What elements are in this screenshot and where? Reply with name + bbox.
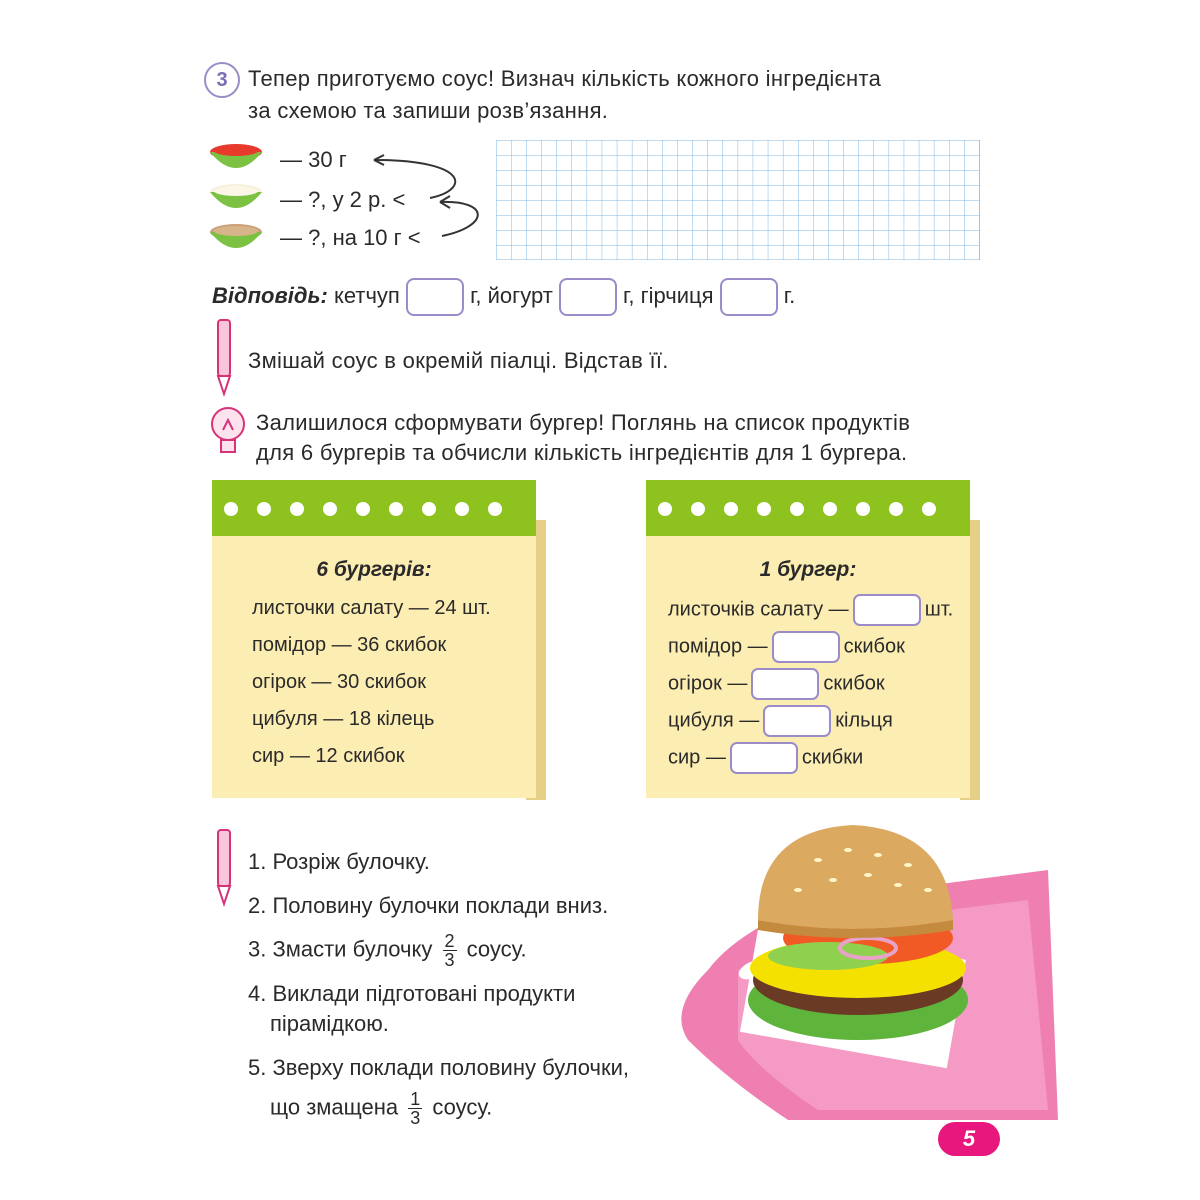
onion-answer-box[interactable] xyxy=(763,705,831,737)
step-5-line2 xyxy=(270,1090,492,1127)
pencil-icon xyxy=(208,828,240,908)
note-1-item xyxy=(668,742,863,774)
note-binding xyxy=(646,480,970,536)
step-3-text: 3. Змасти булочку xyxy=(248,936,433,962)
ketchup-bowl-icon xyxy=(210,144,262,168)
answer-line xyxy=(212,276,795,316)
page-number-badge: 5 xyxy=(938,1122,1000,1156)
scheme-row-mustard: — ?, на 10 г < xyxy=(280,225,421,250)
scheme-arrows-icon xyxy=(360,150,500,250)
answer-mustard-label: г, гірчиця xyxy=(623,283,714,308)
step-3 xyxy=(248,932,527,969)
item-unit: скибок xyxy=(823,672,885,695)
ketchup-answer-box[interactable] xyxy=(406,278,464,316)
yogurt-bowl-icon xyxy=(210,184,262,208)
mustard-answer-box[interactable] xyxy=(720,278,778,316)
task3-instruction-line2: за схемою та запиши розв’язання. xyxy=(248,98,609,123)
mix-instruction: Змішай соус в окремій піалці. Відстав її. xyxy=(248,348,669,373)
burger-task-line1: Залишилося сформувати бургер! Поглянь на список продуктів xyxy=(256,410,911,435)
answer-yogurt-label: г, йогурт xyxy=(470,283,553,308)
step-4-line2: пірамідкою. xyxy=(270,1011,389,1036)
burger-illustration xyxy=(668,820,1058,1120)
cheese-answer-box[interactable] xyxy=(730,742,798,774)
note-6-item: цибуля — 18 кілець xyxy=(252,708,435,730)
answer-unit-label: г. xyxy=(783,283,796,308)
task-number-badge: 3 xyxy=(204,62,240,98)
pencil-icon xyxy=(208,318,240,398)
item-unit: скибок xyxy=(843,635,905,658)
cucumber-answer-box[interactable] xyxy=(751,668,819,700)
note-1-item xyxy=(668,631,905,663)
note-binding xyxy=(212,480,536,536)
lettuce-answer-box[interactable] xyxy=(853,594,921,626)
note-6-item: помідор — 36 скибок xyxy=(252,634,447,656)
note-6-title: 6 бургерів: xyxy=(316,558,432,581)
sauce-bowls-illustration xyxy=(206,138,266,258)
note-6-item: сир — 12 скибок xyxy=(252,745,405,767)
burger-icon xyxy=(748,825,968,1040)
item-label: огірок — xyxy=(668,672,748,695)
note-1-item xyxy=(668,594,953,626)
fraction-one-third: $\frac{1}{3}$ xyxy=(410,1089,421,1128)
item-unit: шт. xyxy=(924,598,954,621)
answer-ketchup-label: кетчуп xyxy=(334,283,400,308)
note-1-item xyxy=(668,668,885,700)
tomato-answer-box[interactable] xyxy=(772,631,840,663)
step-5-text: що змащена xyxy=(270,1094,399,1120)
item-label: сир — xyxy=(668,746,726,769)
note-6-item: огірок — 30 скибок xyxy=(252,671,427,693)
item-unit: кільця xyxy=(835,709,893,732)
step-3-text-end: соусу. xyxy=(466,936,527,962)
note-1-item xyxy=(668,705,893,737)
item-unit: скибки xyxy=(801,746,864,769)
yogurt-answer-box[interactable] xyxy=(559,278,617,316)
note-1-title: 1 бургер: xyxy=(759,558,857,581)
note-6-item: листочки салату — 24 шт. xyxy=(252,597,491,619)
step-5-line1: 5. Зверху поклади половину булочки, xyxy=(248,1055,630,1080)
note-6-burgers xyxy=(212,480,536,802)
note-1-burger xyxy=(646,480,970,802)
burger-task-line2: для 6 бургерів та обчисли кількість інгредієнтів для 1 бургера. xyxy=(256,440,908,465)
step-1: 1. Розріж булочку. xyxy=(248,849,430,874)
solution-grid[interactable] xyxy=(496,140,980,260)
step-5-text-end: соусу. xyxy=(432,1094,493,1120)
step-2: 2. Половину булочки поклади вниз. xyxy=(248,893,609,918)
item-label: помідор — xyxy=(668,635,768,658)
scheme-row-yogurt: — ?, у 2 р. < xyxy=(280,187,406,212)
lightbulb-icon xyxy=(206,402,250,462)
scheme-row-ketchup: — 30 г xyxy=(280,147,347,172)
fraction-two-thirds: $\frac{2}{3}$ xyxy=(444,931,455,970)
answer-label: Відповідь: xyxy=(212,283,328,308)
item-label: цибуля — xyxy=(668,709,760,732)
item-label: листочків салату — xyxy=(668,598,849,621)
task3-instruction-line1: Тепер приготуємо соус! Визнач кількість кожного інгредієнта xyxy=(248,66,882,91)
step-4-line1: 4. Виклади підготовані продукти xyxy=(248,981,576,1006)
mustard-bowl-icon xyxy=(210,224,262,248)
